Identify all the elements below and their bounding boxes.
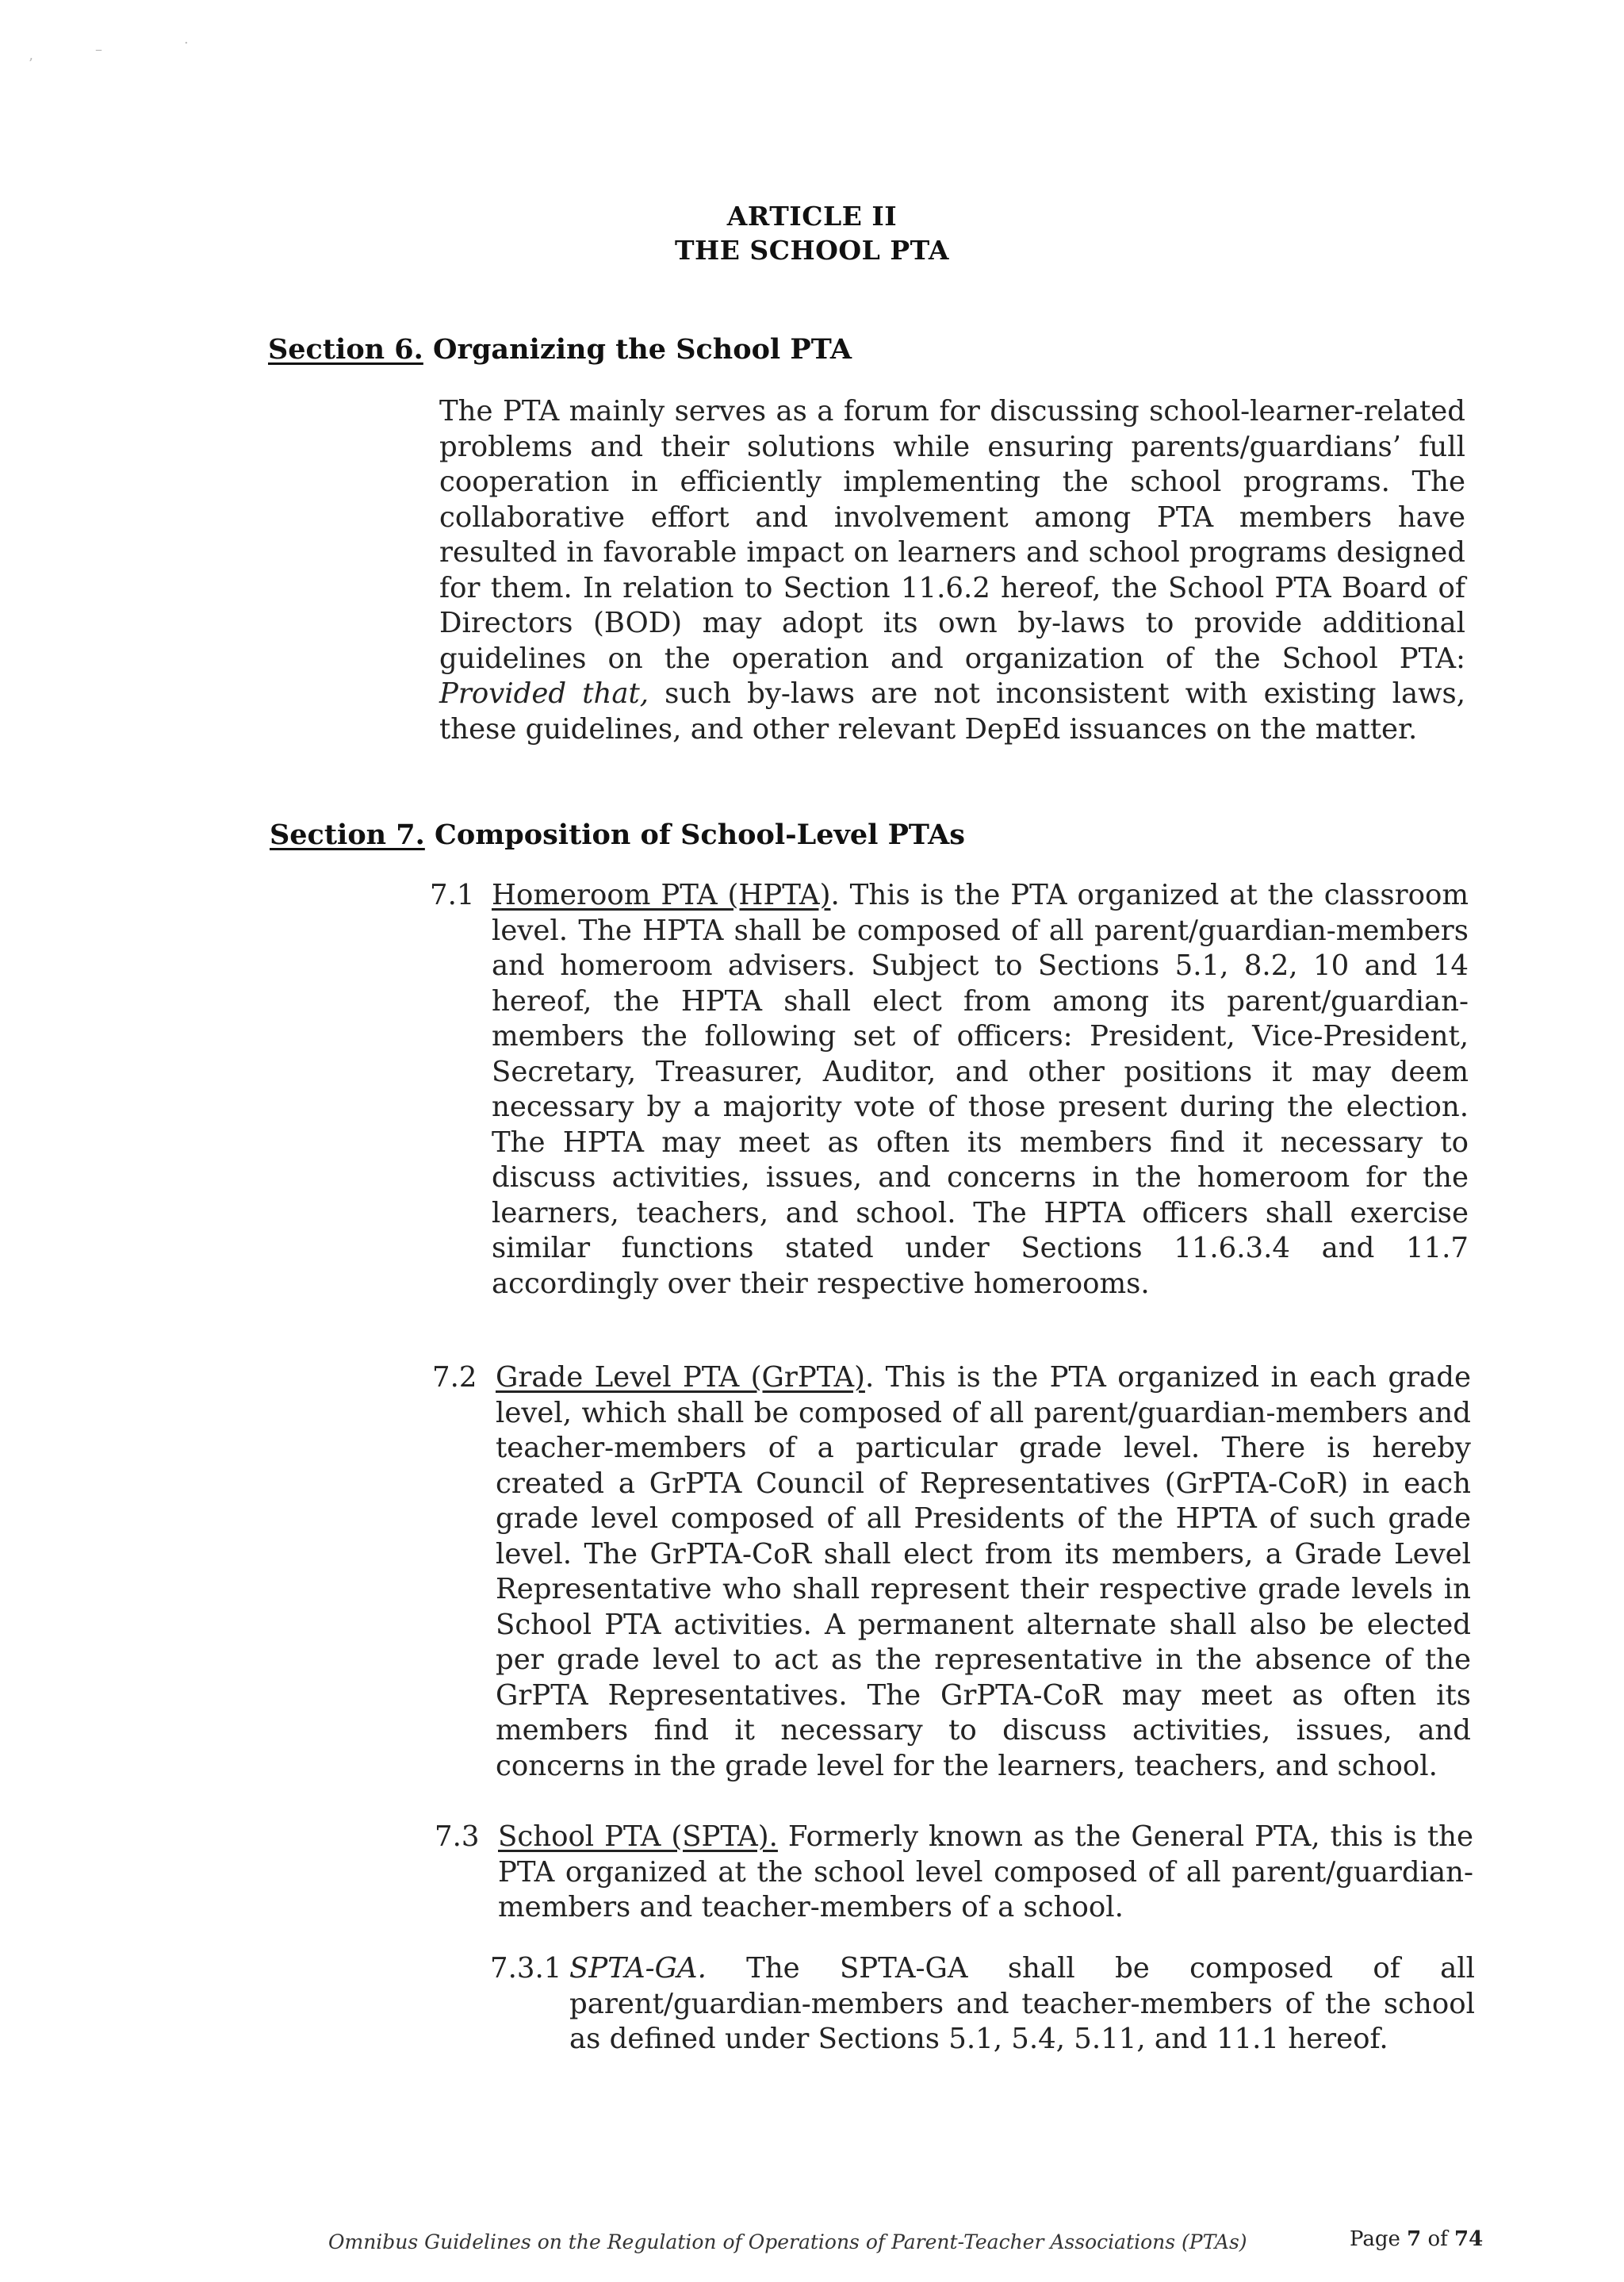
- section-6-text-after: such by-laws are not inconsistent with existing laws, these guidelines, and other relevant DepEd issuances on the matter.: [439, 677, 1465, 746]
- item-7-3-1-text: The SPTA-GA shall be composed of all parent/guardian-members and teacher-members of the school as defined under Sections 5.1, 5.4, 5.11, and 11.1 hereof.: [569, 1952, 1475, 2055]
- footer-page-prefix: Page: [1350, 2227, 1400, 2251]
- scan-speck: ’: [29, 56, 33, 72]
- item-7-1-body: [492, 878, 1469, 1302]
- item-7-3-1-label: SPTA-GA.: [569, 1952, 707, 1985]
- item-7-3-1-body: [569, 1951, 1475, 2058]
- section-6-heading: [268, 333, 852, 366]
- item-7-2-body: [496, 1360, 1471, 1784]
- item-7-2-number: 7.2: [432, 1361, 477, 1394]
- scan-speck: ·: [184, 35, 189, 52]
- item-7-3-body: [498, 1820, 1473, 1926]
- footer-page-of: of: [1427, 2227, 1448, 2251]
- section-7-title: Composition of School-Level PTAs: [435, 819, 965, 851]
- item-7-3-number: 7.3: [435, 1820, 480, 1853]
- section-6-number: Section 6.: [268, 333, 423, 366]
- footer-document-title: Omnibus Guidelines on the Regulation of Operations of Parent-Teacher Associations (PTAs): [328, 2230, 1247, 2253]
- section-6-proviso: Provided that,: [439, 677, 649, 710]
- item-7-1-text: . This is the PTA organized at the classroom level. The HPTA shall be composed of all parent/guardian-members and homeroom advisers. Subject to Sections 5.1, 8.2, 10 and 14 hereof, the HPTA shall elect from among its parent/guardian-members the following set of officers: President, Vice-President, Secretary, Treasurer, Auditor, and other positions it may deem necessary by a majority vote of those present during the election. The HPTA may meet as often its members find it necessary to discuss activities, issues, and concerns in the homeroom for the learners, teachers, and school. The HPTA officers shall exercise similar functions stated under Sections 11.6.3.4 and 11.7 accordingly over their respective homerooms.: [492, 879, 1469, 1300]
- item-7-2-text: . This is the PTA organized in each grade level, which shall be composed of all parent/guardian-members and teacher-members of a particular grade level. There is hereby created a GrPTA Council of Representatives (GrPTA-CoR) in each grade level composed of all Presidents of the HPTA of such grade level. The GrPTA-CoR shall elect from its members, a Grade Level Representative who shall represent their respective grade levels in School PTA activities. A permanent alternate shall also be elected per grade level to act as the representative in the absence of the GrPTA Representatives. The GrPTA-CoR may meet as often its members find it necessary to discuss activities, issues, and concerns in the grade level for the learners, teachers, and school.: [496, 1361, 1471, 1782]
- item-7-3-1-number: 7.3.1: [490, 1952, 562, 1985]
- item-7-3-text: Formerly known as the General PTA, this is the PTA organized at the school level composed of all parent/guardian-members and teacher-members of a school.: [498, 1820, 1473, 1923]
- section-6-text-before: The PTA mainly serves as a forum for discussing school-learner-related problems and their solutions while ensuring parents/guardians’ full cooperation in efficiently implementing the school programs. The collaborative effort and involvement among PTA members have resulted in favorable impact on learners and school programs designed for them. In relation to Section 11.6.2 hereof, the School PTA Board of Directors (BOD) may adopt its own by-laws to provide additional guidelines on the operation and organization of the School PTA:: [439, 395, 1465, 675]
- footer-page-number: [1350, 2227, 1483, 2251]
- section-6-title: Organizing the School PTA: [433, 333, 852, 366]
- item-7-2-label: Grade Level PTA (GrPTA): [496, 1361, 865, 1394]
- footer-page-current: 7: [1407, 2227, 1422, 2251]
- section-6-body: [439, 394, 1465, 747]
- article-number: ARTICLE II: [726, 201, 898, 232]
- scan-speck: –: [95, 41, 102, 58]
- section-7-number: Section 7.: [270, 819, 425, 851]
- section-7-heading: [270, 819, 965, 851]
- item-7-1-label: Homeroom PTA (HPTA): [492, 879, 831, 911]
- footer-page-total: 74: [1454, 2227, 1484, 2251]
- article-title: THE SCHOOL PTA: [674, 235, 949, 266]
- item-7-1-number: 7.1: [430, 879, 475, 911]
- item-7-3-label: School PTA (SPTA).: [498, 1820, 778, 1853]
